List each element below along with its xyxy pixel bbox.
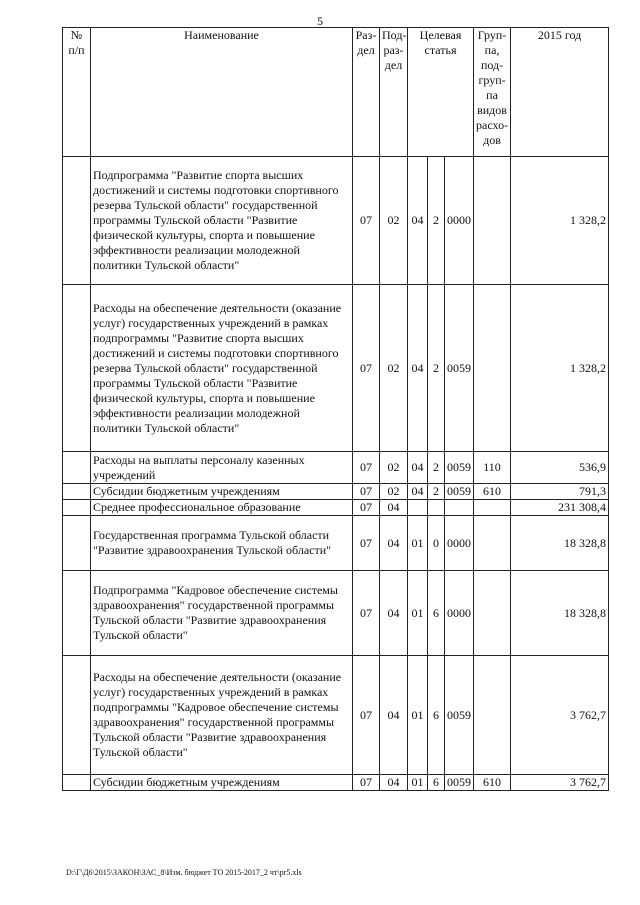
row-target-program: 04 [408,285,428,452]
row-expense-group [474,157,511,285]
row-target-subprogram: 2 [428,285,445,452]
row-name: Среднее профессиональное образование [91,500,353,516]
row-name: Субсидии бюджетным учреждениям [91,484,353,500]
row-name: Субсидии бюджетным учреждениям [91,775,353,791]
row-num [63,775,91,791]
row-expense-group [474,656,511,775]
table-row [63,571,609,656]
header-group: Груп-па, под-груп-па видов расхо-дов [474,28,511,157]
row-target-subprogram: 0 [428,516,445,571]
row-target-subprogram: 2 [428,452,445,484]
header-podrazdel: Под-раз-дел [380,28,408,157]
row-razdel: 07 [353,452,380,484]
row-num [63,157,91,285]
table-row [63,516,609,571]
row-amount: 1 328,2 [511,157,609,285]
row-razdel: 07 [353,775,380,791]
row-target-direction: 0000 [445,571,474,656]
header-name: Наименование [91,28,353,157]
header-razdel: Раз-дел [353,28,380,157]
row-amount: 3 762,7 [511,775,609,791]
row-podrazdel: 04 [380,516,408,571]
row-amount: 536,9 [511,452,609,484]
row-target-direction: 0059 [445,775,474,791]
row-num [63,656,91,775]
row-target-subprogram: 6 [428,775,445,791]
row-razdel: 07 [353,516,380,571]
row-podrazdel: 04 [380,775,408,791]
row-target-program: 04 [408,452,428,484]
row-podrazdel: 02 [380,285,408,452]
row-target-program: 01 [408,516,428,571]
row-name: Расходы на обеспечение деятельности (оказание услуг) государственных учреждений в рамках подпрограммы "Кадровое обеспечение системы здравоохранения" государственной программы Тульской области "Развитие здравоохранения Тульской области" [91,656,353,775]
row-target-direction: 0059 [445,656,474,775]
row-amount: 791,3 [511,484,609,500]
row-target-subprogram: 2 [428,484,445,500]
row-podrazdel: 04 [380,500,408,516]
row-amount: 3 762,7 [511,656,609,775]
table-row [63,500,609,516]
row-name: Подпрограмма "Кадровое обеспечение системы здравоохранения" государственной программы Тульской области "Развитие здравоохранения Тульской области" [91,571,353,656]
row-amount: 231 308,4 [511,500,609,516]
row-target-program: 01 [408,571,428,656]
header-row [63,28,609,157]
row-target-program: 04 [408,484,428,500]
budget-table [62,27,609,791]
row-podrazdel: 02 [380,157,408,285]
row-name: Расходы на обеспечение деятельности (оказание услуг) государственных учреждений в рамках подпрограммы "Развитие спорта высших достижений и системы подготовки спортивного резерва Тульской области" государственной программы Тульской области "Развитие физической культуры, спорта и повышение эффективности реализации молодежной политики Тульской области" [91,285,353,452]
table-row [63,484,609,500]
row-target-direction: 0000 [445,157,474,285]
row-num [63,516,91,571]
row-expense-group [474,516,511,571]
row-target-direction [445,500,474,516]
table-row [63,775,609,791]
footer-file-path: D:\Г\Д6\2015\ЗАКОН\ЗАС_8\Изм. бюджет ТО 2015-2017_2 чт\pr5.xls [66,868,302,877]
row-expense-group [474,571,511,656]
row-expense-group: 610 [474,775,511,791]
table-row [63,157,609,285]
row-razdel: 07 [353,571,380,656]
row-name: Расходы на выплаты персоналу казенных учреждений [91,452,353,484]
row-expense-group: 610 [474,484,511,500]
row-razdel: 07 [353,157,380,285]
row-amount: 18 328,8 [511,516,609,571]
row-razdel: 07 [353,500,380,516]
row-target-program: 01 [408,656,428,775]
row-podrazdel: 02 [380,452,408,484]
row-podrazdel: 04 [380,656,408,775]
table-row [63,656,609,775]
row-razdel: 07 [353,285,380,452]
row-target-subprogram: 2 [428,157,445,285]
header-target: Целевая статья [408,28,474,157]
row-podrazdel: 02 [380,484,408,500]
row-razdel: 07 [353,484,380,500]
row-amount: 1 328,2 [511,285,609,452]
row-expense-group [474,285,511,452]
row-target-program: 01 [408,775,428,791]
row-target-direction: 0059 [445,285,474,452]
row-target-program [408,500,428,516]
row-amount: 18 328,8 [511,571,609,656]
row-target-direction: 0059 [445,452,474,484]
row-expense-group: 110 [474,452,511,484]
header-num: № п/п [63,28,91,157]
row-target-subprogram: 6 [428,571,445,656]
row-target-direction: 0059 [445,484,474,500]
row-expense-group [474,500,511,516]
table-row [63,452,609,484]
row-name: Подпрограмма "Развитие спорта высших достижений и системы подготовки спортивного резерва Тульской области" государственной программы Тульской области "Развитие физической культуры, спорта и повышение эффективности реализации молодежной политики Тульской области" [91,157,353,285]
row-num [63,500,91,516]
row-target-subprogram [428,500,445,516]
table-row [63,285,609,452]
header-year: 2015 год [511,28,609,157]
row-name: Государственная программа Тульской области "Развитие здравоохранения Тульской области" [91,516,353,571]
row-podrazdel: 04 [380,571,408,656]
row-num [63,484,91,500]
row-razdel: 07 [353,656,380,775]
row-target-subprogram: 6 [428,656,445,775]
row-target-direction: 0000 [445,516,474,571]
row-num [63,285,91,452]
page-number: 5 [317,14,323,28]
row-num [63,571,91,656]
row-num [63,452,91,484]
row-target-program: 04 [408,157,428,285]
